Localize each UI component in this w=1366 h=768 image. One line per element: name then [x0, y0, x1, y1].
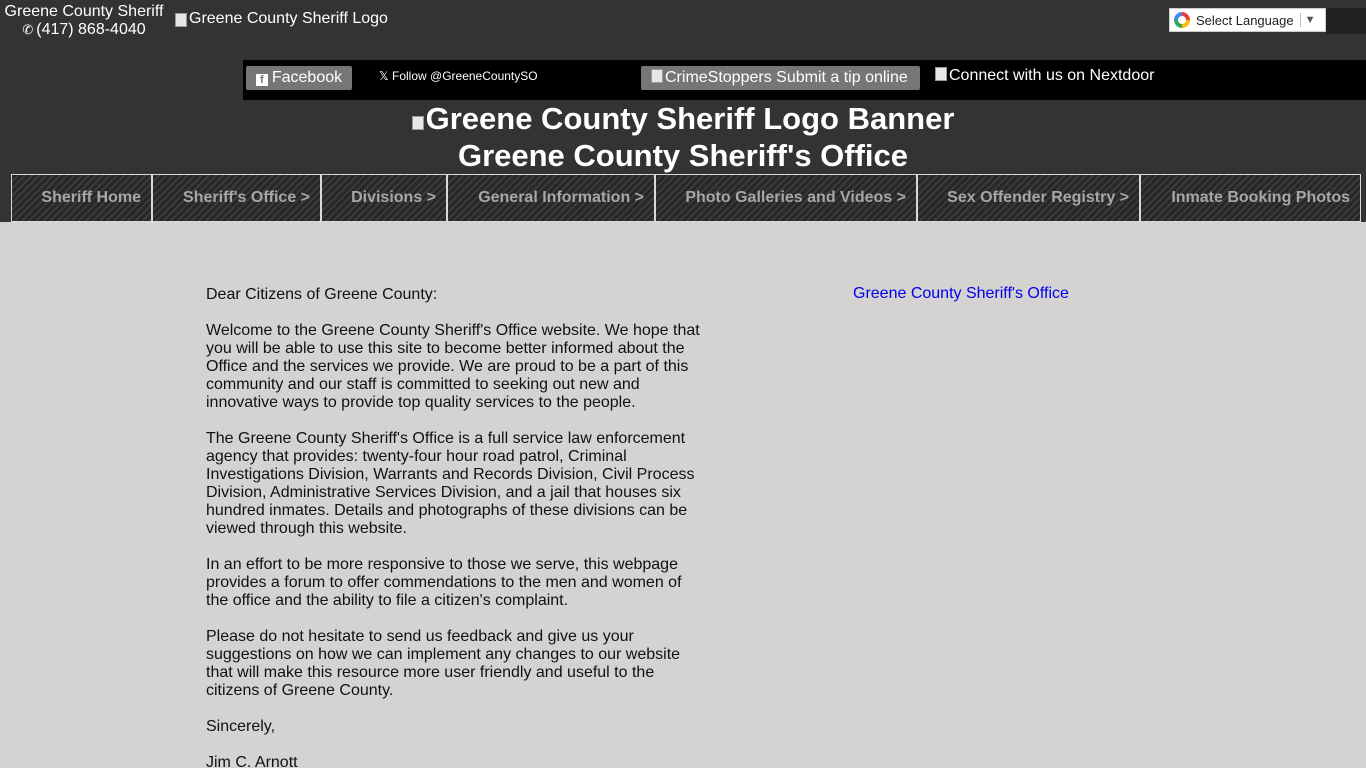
sheriffs-office-link[interactable]: Greene County Sheriff's Office: [853, 285, 1069, 302]
letter-paragraph: The Greene County Sheriff's Office is a full service law enforcement agency that provides: twenty-four hour road patrol, Criminal Investigations Division, Warrants and Records Division, Civil Process Division, Administrative Services Division, and a jail that houses six hundred inmates. Details and photographs of these divisions can be viewed through this website.: [206, 430, 695, 537]
broken-image-icon: [651, 69, 663, 83]
agency-name: Greene County Sheriff: [4, 3, 164, 20]
letter-closing: Sincerely,: [206, 718, 276, 735]
language-label: Select Language: [1196, 12, 1294, 28]
nextdoor-link[interactable]: [935, 66, 1154, 85]
language-divider: [1300, 13, 1301, 27]
broken-image-icon: [175, 13, 187, 27]
letter-paragraph: Welcome to the Greene County Sheriff's Office website. We hope that you will be able to use this site to become better informed about the Office and the services we provide. We are proud to be a part of this community and our staff is committed to seeking out new and innovative ways to provide top quality services to the people.: [206, 322, 700, 411]
phone-number: (417) 868-4040: [36, 21, 146, 38]
x-follow-label: Follow @GreeneCountySO: [392, 69, 538, 83]
crimestoppers-label: CrimeStoppers Submit a tip online: [665, 69, 908, 86]
contact-block: [4, 3, 164, 39]
letter-signature: Jim C. Arnott: [206, 754, 298, 768]
letter-paragraph: In an effort to be more responsive to those we serve, this webpage provides a forum to offer commendations to the men and women of the office and the ability to file a citizen's complaint.: [206, 556, 682, 609]
nextdoor-label: Connect with us on Nextdoor: [949, 67, 1155, 84]
broken-image-icon: [935, 67, 947, 81]
google-icon: [1174, 12, 1190, 28]
nav-item-divisions[interactable]: Divisions >: [321, 174, 447, 222]
x-follow-button[interactable]: [379, 69, 538, 83]
nav-item-sex-offender-registry[interactable]: Sex Offender Registry >: [917, 174, 1140, 222]
banner-logo[interactable]: [0, 100, 1366, 137]
broken-image-icon: [412, 116, 424, 130]
language-selector[interactable]: [1169, 8, 1326, 32]
phone-icon: ✆: [22, 22, 34, 37]
nav-item-photo-galleries[interactable]: Photo Galleries and Videos >: [655, 174, 917, 222]
social-bar: [243, 60, 1366, 100]
phone-link[interactable]: [4, 21, 164, 39]
banner-logo-alt-text: Greene County Sheriff Logo Banner: [425, 101, 955, 136]
facebook-button[interactable]: [246, 66, 352, 90]
welcome-letter: [206, 286, 706, 768]
facebook-label: Facebook: [271, 69, 343, 86]
chevron-down-icon: ▼: [1304, 14, 1316, 26]
nav-item-inmate-booking-photos[interactable]: Inmate Booking Photos: [1140, 174, 1361, 222]
facebook-icon: f: [256, 74, 268, 86]
site-header: [0, 0, 1366, 222]
crimestoppers-button[interactable]: [641, 66, 920, 90]
corner-decoration: [1326, 8, 1366, 34]
page-title: Greene County Sheriff's Office: [457, 138, 909, 173]
main-nav: [11, 174, 1361, 222]
letter-greeting: Dear Citizens of Greene County:: [206, 286, 438, 303]
letter-paragraph: Please do not hesitate to send us feedback and give us your suggestions on how we can implement any changes to our website that will make this resource more user friendly and useful to the citizens of Greene County.: [206, 628, 681, 699]
nav-item-sheriff-home[interactable]: Sheriff Home: [11, 174, 152, 222]
nav-item-sheriffs-office[interactable]: Sheriff's Office >: [152, 174, 321, 222]
sheriff-logo[interactable]: [175, 10, 388, 28]
sheriff-logo-alt-text: Greene County Sheriff Logo: [189, 10, 388, 27]
nav-item-general-information[interactable]: General Information >: [447, 174, 655, 222]
banner: [0, 100, 1366, 174]
x-icon: 𝕏: [379, 69, 389, 83]
